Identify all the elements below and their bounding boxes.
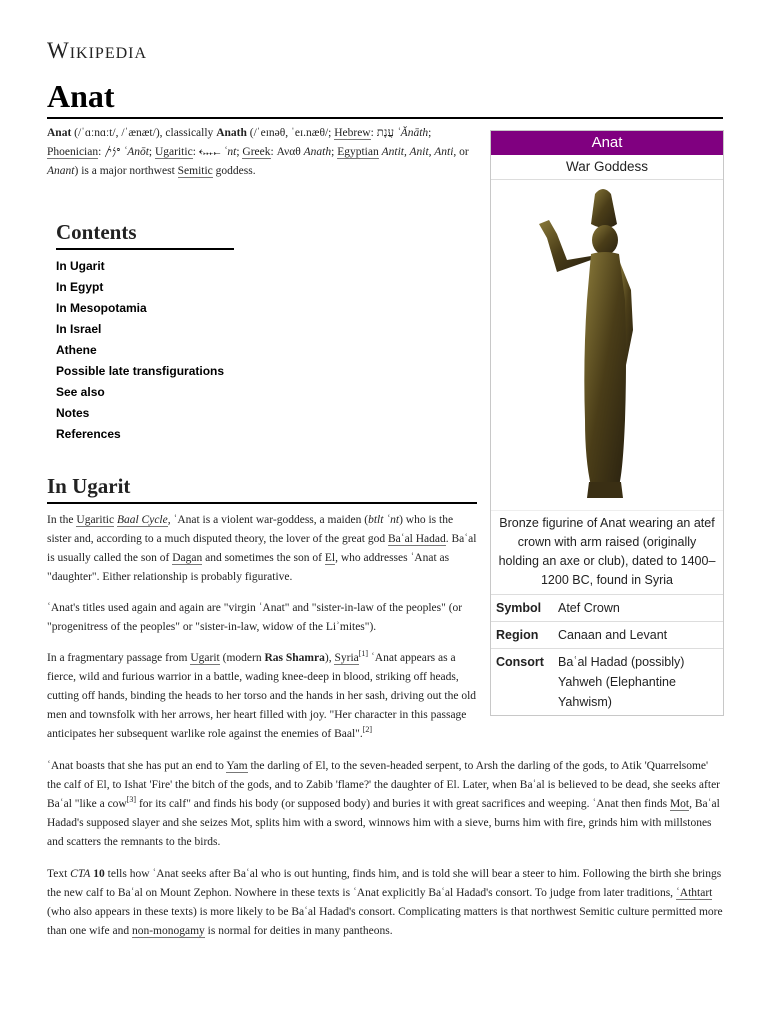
text: . Baʿal is usually called the son of — [47, 533, 477, 564]
infobox-label: Region — [496, 628, 539, 642]
bold-text: 10 — [90, 868, 105, 880]
toc-item-references[interactable]: References — [56, 427, 121, 441]
toc-item-in-ugarit[interactable]: In Ugarit — [56, 259, 105, 273]
infobox — [490, 130, 724, 716]
reference-3[interactable]: [3] — [126, 795, 137, 805]
lede-italic: ʿAnōt — [123, 146, 149, 158]
text: , Baʿal Hadad's supposed slayer and she seizes Mot, splits him with a sword, winnows him with a sieve, burns him with fire, grinds him with millstones and scatters the remnants to the birds. — [47, 798, 720, 848]
baal-cycle-link[interactable]: Baal Cycle — [116, 514, 168, 526]
toc-title: Contents — [56, 220, 137, 244]
mot-link[interactable]: Mot — [669, 798, 690, 810]
text: In a fragmentary passage from — [47, 652, 191, 664]
text: (who also appears in these texts) is more likely to be Baʿal Hadad's consort. Complicating matters is that northwest Semitic culture permitted more than one wife and — [47, 906, 723, 937]
infobox-row-region — [491, 622, 723, 649]
lede-text: (/ˈeɪnəθ, ˈeɪ.næθ/; — [246, 127, 335, 139]
text: In the — [47, 514, 77, 526]
lede-italic: Anant — [47, 165, 75, 177]
lede-text: (/ˈɑːnɑːt/, /ˈænæt/), classically — [71, 127, 217, 139]
figurine-image[interactable] — [491, 180, 723, 511]
dagan-link[interactable]: Dagan — [172, 552, 203, 564]
text: ) who is the sister and, according to a much disputed theory, the lover of the great god — [47, 514, 454, 545]
lede-text: : Αναθ — [270, 146, 304, 158]
text: , who addresses ʿAnat as "daughter". Either relationship is probably figurative. — [47, 552, 450, 583]
bronze-figurine-image — [491, 180, 723, 510]
toc-item-in-mesopotamia[interactable]: In Mesopotamia — [56, 301, 147, 315]
lede-text: : 𐎓𐎐𐎚 — [192, 146, 224, 158]
infobox-subtitle: War Goddess — [491, 155, 723, 180]
text: ), — [324, 652, 335, 664]
lede-text: : עֲנָת — [370, 127, 397, 139]
infobox-title: Anat — [491, 131, 723, 155]
text: , ʿAnat is a violent war-goddess, a maiden ( — [167, 514, 369, 526]
italic-text: btlt ʿnt — [368, 514, 400, 526]
semitic-link[interactable]: Semitic — [177, 165, 213, 177]
text: ʿAnat appears as a fierce, wild and furious warrior in a battle, wading knee-deep in blood, striking off heads, cutting off hands, binding the heads to her torso and the hands in her sash, driving out the old men and townsfolk with her arrows, her heart filled with joy. "Her character in this passage anticipates her subsequent warlike role against the enemies of Baal". — [47, 652, 477, 740]
reference-1[interactable]: [1] — [358, 649, 369, 659]
infobox-value: Canaan and Levant — [558, 628, 668, 642]
infobox-value: Atef Crown — [558, 601, 620, 615]
lede-text: goddess. — [212, 165, 256, 177]
wikipedia-wordmark[interactable]: Wikipedia — [47, 38, 148, 63]
toc-item-athene[interactable]: Athene — [56, 343, 97, 357]
ugaritic-link[interactable]: Ugaritic — [76, 514, 115, 526]
text: tells how ʿAnat seeks after Baʿal who is out hunting, finds him, and is told she will bear a steer to him. Following the birth she brings the new calf to Baʿal on Mount Zephon. Nowhere in these texts is ʿAnat explicitly Baʿal Hadad's consort. To judge from later traditions, — [47, 868, 722, 899]
egyptian-link[interactable]: Egyptian — [337, 146, 379, 158]
bold-text: Ras Shamra — [264, 652, 325, 664]
lede-text: : 𐤏𐤍𐤕 — [98, 146, 124, 158]
toc-item-late-transfigurations[interactable]: Possible late transfigurations — [56, 364, 225, 378]
lede-italic: Antit, Anit, Anti — [381, 146, 454, 158]
toc-item-in-israel[interactable]: In Israel — [56, 322, 102, 336]
lede-italic: Anath — [303, 146, 332, 158]
ugarit-link[interactable]: Ugarit — [190, 652, 220, 664]
non-monogamy-link[interactable]: non-monogamy — [131, 925, 205, 937]
paragraph-4 — [47, 757, 725, 852]
lede-text: , or — [453, 146, 469, 158]
lede-bold-anath: Anath — [216, 127, 247, 139]
infobox-row-symbol — [491, 595, 723, 622]
text: and sometimes the son of — [202, 552, 325, 564]
greek-link[interactable]: Greek — [242, 146, 271, 158]
syria-link[interactable]: Syria — [334, 652, 359, 664]
italic-text: CTA — [70, 868, 91, 880]
toc-item-in-egypt[interactable]: In Egypt — [56, 280, 104, 294]
athtart-link[interactable]: ʿAthtart — [675, 887, 713, 899]
text: Text — [47, 868, 71, 880]
lede-italic: ʿnt — [223, 146, 237, 158]
text: the darling of El, to the seven-headed serpent, to Arsh the darling of the gods, to Atik 'Quarrelsome' the calf of El, to Ishat 'Fire' the bitch of the gods, and to Zabib 'flame?' the daughter of El. Later, when Baʿal is believed to be dead, she seeks after Baʿal "like a cow — [47, 760, 720, 810]
infobox-label: Consort — [496, 655, 544, 669]
lede-text: ; — [428, 127, 432, 139]
yam-link[interactable]: Yam — [226, 760, 248, 772]
text: (modern — [219, 652, 265, 664]
section-heading-in-ugarit: In Ugarit — [47, 474, 131, 498]
paragraph-1 — [47, 511, 477, 587]
infobox-value: Baʿal Hadad (possibly) Yahweh (Elephantine Yahwism) — [558, 655, 685, 709]
section-divider — [47, 502, 477, 504]
lead-paragraph — [47, 124, 477, 181]
page-title: Anat — [47, 78, 115, 114]
text: for its calf" and finds his body (or supposed body) and buries it with great sacrifices and weeping. ʿAnat then finds — [136, 798, 670, 810]
paragraph-5 — [47, 865, 725, 941]
hebrew-link[interactable]: Hebrew — [334, 127, 371, 139]
baal-hadad-link[interactable]: Baʿal Hadad — [387, 533, 446, 545]
text: ʿAnat boasts that she has put an end to — [47, 760, 227, 772]
infobox-caption: Bronze figurine of Anat wearing an atef crown with arm raised (originally holding an axe or club), dated to 1400–1200 BC, found in Syria — [491, 511, 723, 595]
lede-text: ; — [148, 146, 155, 158]
toc-divider — [56, 248, 234, 250]
lede-text: ; — [236, 146, 243, 158]
reference-2[interactable]: [2] — [362, 725, 373, 735]
lede-text: ; — [331, 146, 338, 158]
toc-item-see-also[interactable]: See also — [56, 385, 105, 399]
infobox-row-consort — [491, 649, 723, 715]
lede-text: ) is a major northwest — [74, 165, 178, 177]
ugaritic-link[interactable]: Ugaritic — [155, 146, 193, 158]
paragraph-2: ʿAnat's titles used again and again are "virgin ʿAnat" and "sister-in-law of the peoples" (or "progenitress of the peoples" or "sister-in-law, widow of the Liʾmites"). — [47, 602, 463, 633]
lede-bold-anat: Anat — [47, 127, 72, 139]
text: is normal for deities in many pantheons. — [204, 925, 393, 937]
table-of-contents — [56, 220, 236, 445]
infobox-label: Symbol — [496, 601, 542, 615]
el-link[interactable]: El — [324, 552, 336, 564]
toc-item-notes[interactable]: Notes — [56, 406, 90, 420]
title-divider — [47, 117, 723, 119]
paragraph-3 — [47, 649, 477, 744]
phoenician-link[interactable]: Phoenician — [47, 146, 99, 158]
lede-italic: ʿĂnāth — [396, 127, 429, 139]
